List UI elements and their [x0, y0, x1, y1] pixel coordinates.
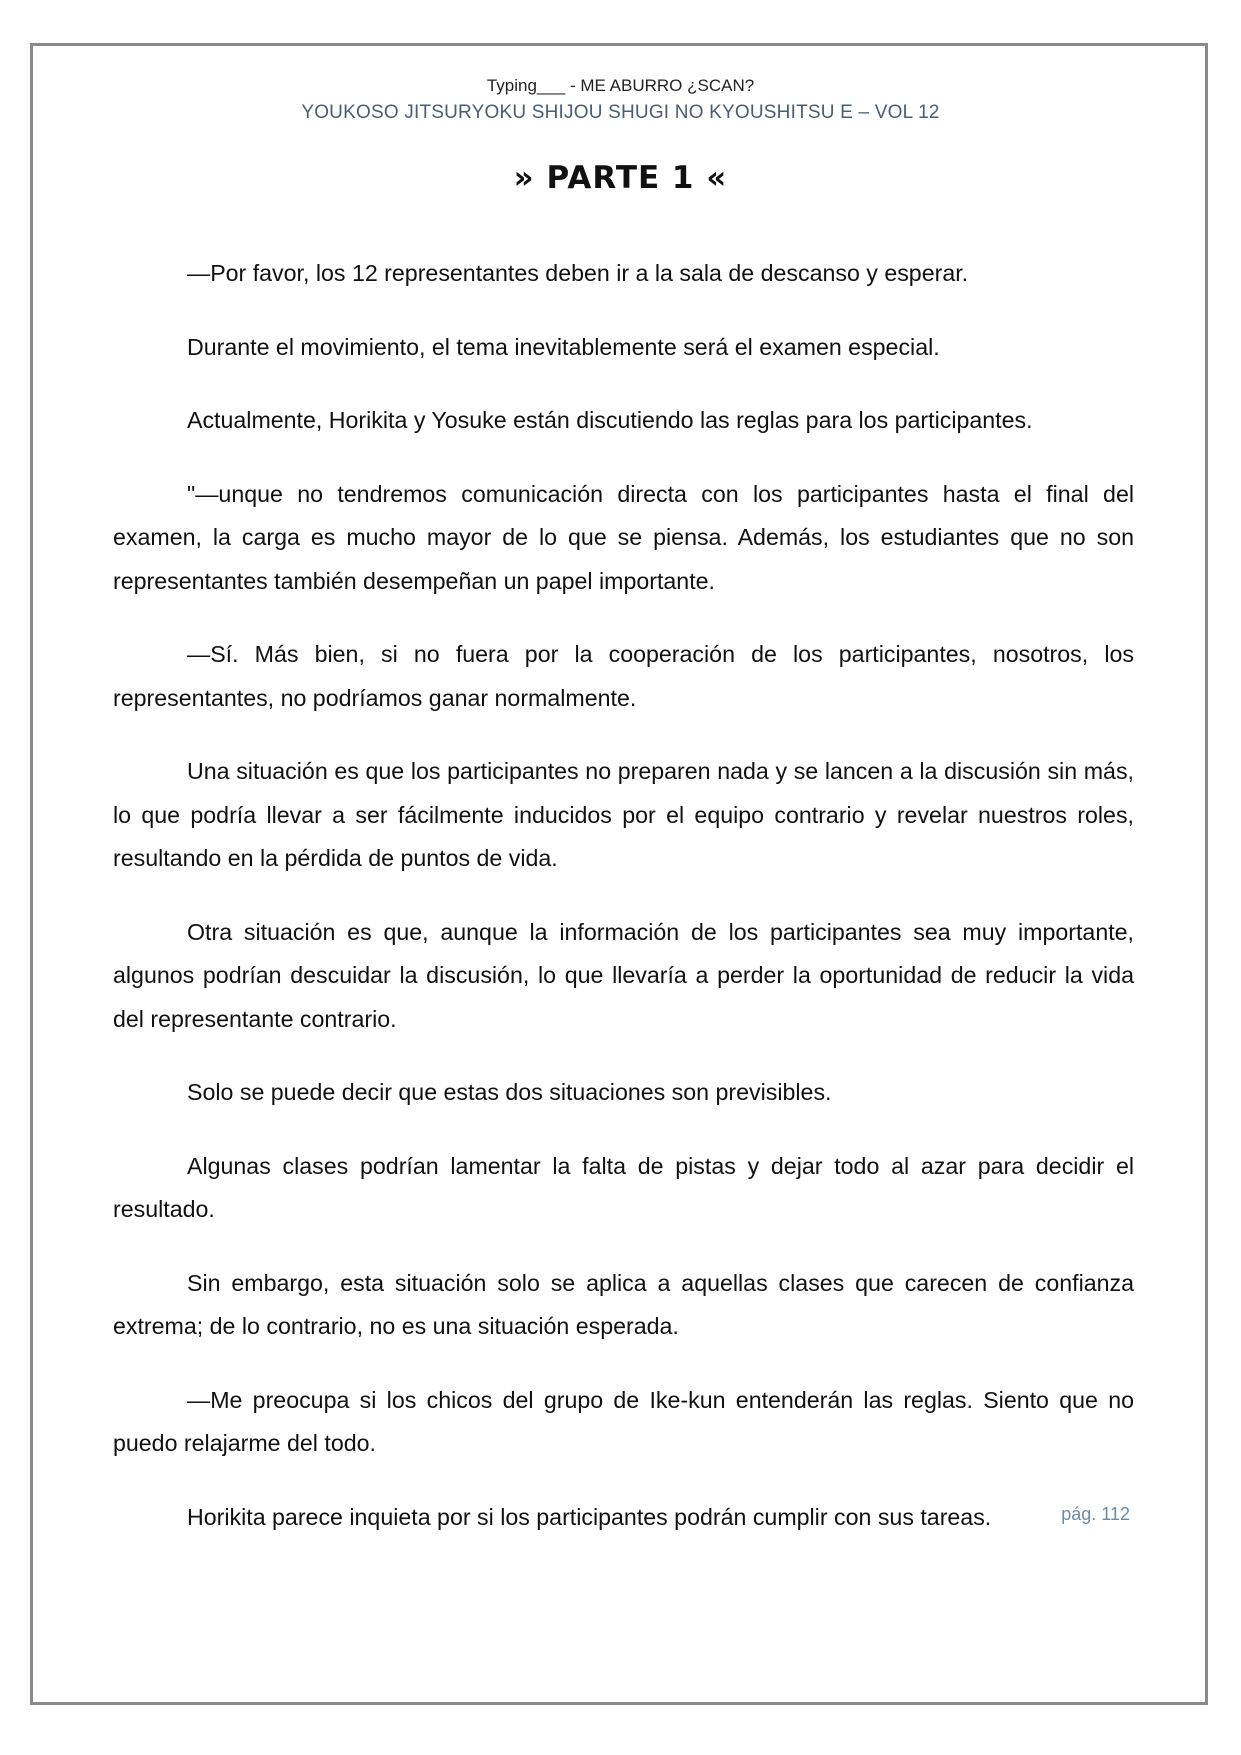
- body-text: [113, 252, 1134, 1569]
- paragraph: —Me preocupa si los chicos del grupo de Ike-kun entenderán las reglas. Siento que no puedo relajarme del todo.: [113, 1386, 1134, 1456]
- header-typing-credit: Typing___ - ME ABURRO ¿SCAN?: [486, 76, 755, 95]
- paragraph: Otra situación es que, aunque la información de los participantes sea muy importante, algunos podrían descuidar la discusión, lo que llevaría a perder la oportunidad de reducir la vida del representante contrario.: [113, 918, 1134, 1032]
- paragraph: Solo se puede decir que estas dos situaciones son previsibles.: [187, 1079, 832, 1105]
- paragraph: Sin embargo, esta situación solo se aplica a aquellas clases que carecen de confianza extrema; de lo contrario, no es una situación esperada.: [113, 1269, 1134, 1339]
- paragraph: Actualmente, Horikita y Yosuke están discutiendo las reglas para los participantes.: [187, 407, 1033, 433]
- page-number: pág. 112: [1061, 1504, 1130, 1524]
- chapter-title: » PARTE 1 «: [513, 160, 728, 196]
- header-series-title: YOUKOSO JITSURYOKU SHIJOU SHUGI NO KYOUSHITSU E – VOL 12: [301, 102, 940, 123]
- paragraph: —Por favor, los 12 representantes deben ir a la sala de descanso y esperar.: [187, 260, 969, 286]
- paragraph: Horikita parece inquieta por si los participantes podrán cumplir con sus tareas.: [187, 1503, 992, 1530]
- paragraph: Algunas clases podrían lamentar la falta de pistas y dejar todo al azar para decidir el resultado.: [113, 1152, 1134, 1222]
- paragraph: —Sí. Más bien, si no fuera por la cooperación de los participantes, nosotros, los representantes, no podríamos ganar normalmente.: [113, 641, 1134, 711]
- paragraph: Una situación es que los participantes no preparen nada y se lancen a la discusión sin más, lo que podría llevar a ser fácilmente inducidos por el equipo contrario y revelar nuestros roles, resultando en la pérdida de puntos de vida.: [113, 758, 1134, 871]
- paragraph: "—unque no tendremos comunicación directa con los participantes hasta el final del examen, la carga es mucho mayor de lo que se piensa. Además, los estudiantes que no son representantes también desempeñan un papel importante.: [113, 480, 1134, 594]
- paragraph: Durante el movimiento, el tema inevitablemente será el examen especial.: [187, 333, 940, 360]
